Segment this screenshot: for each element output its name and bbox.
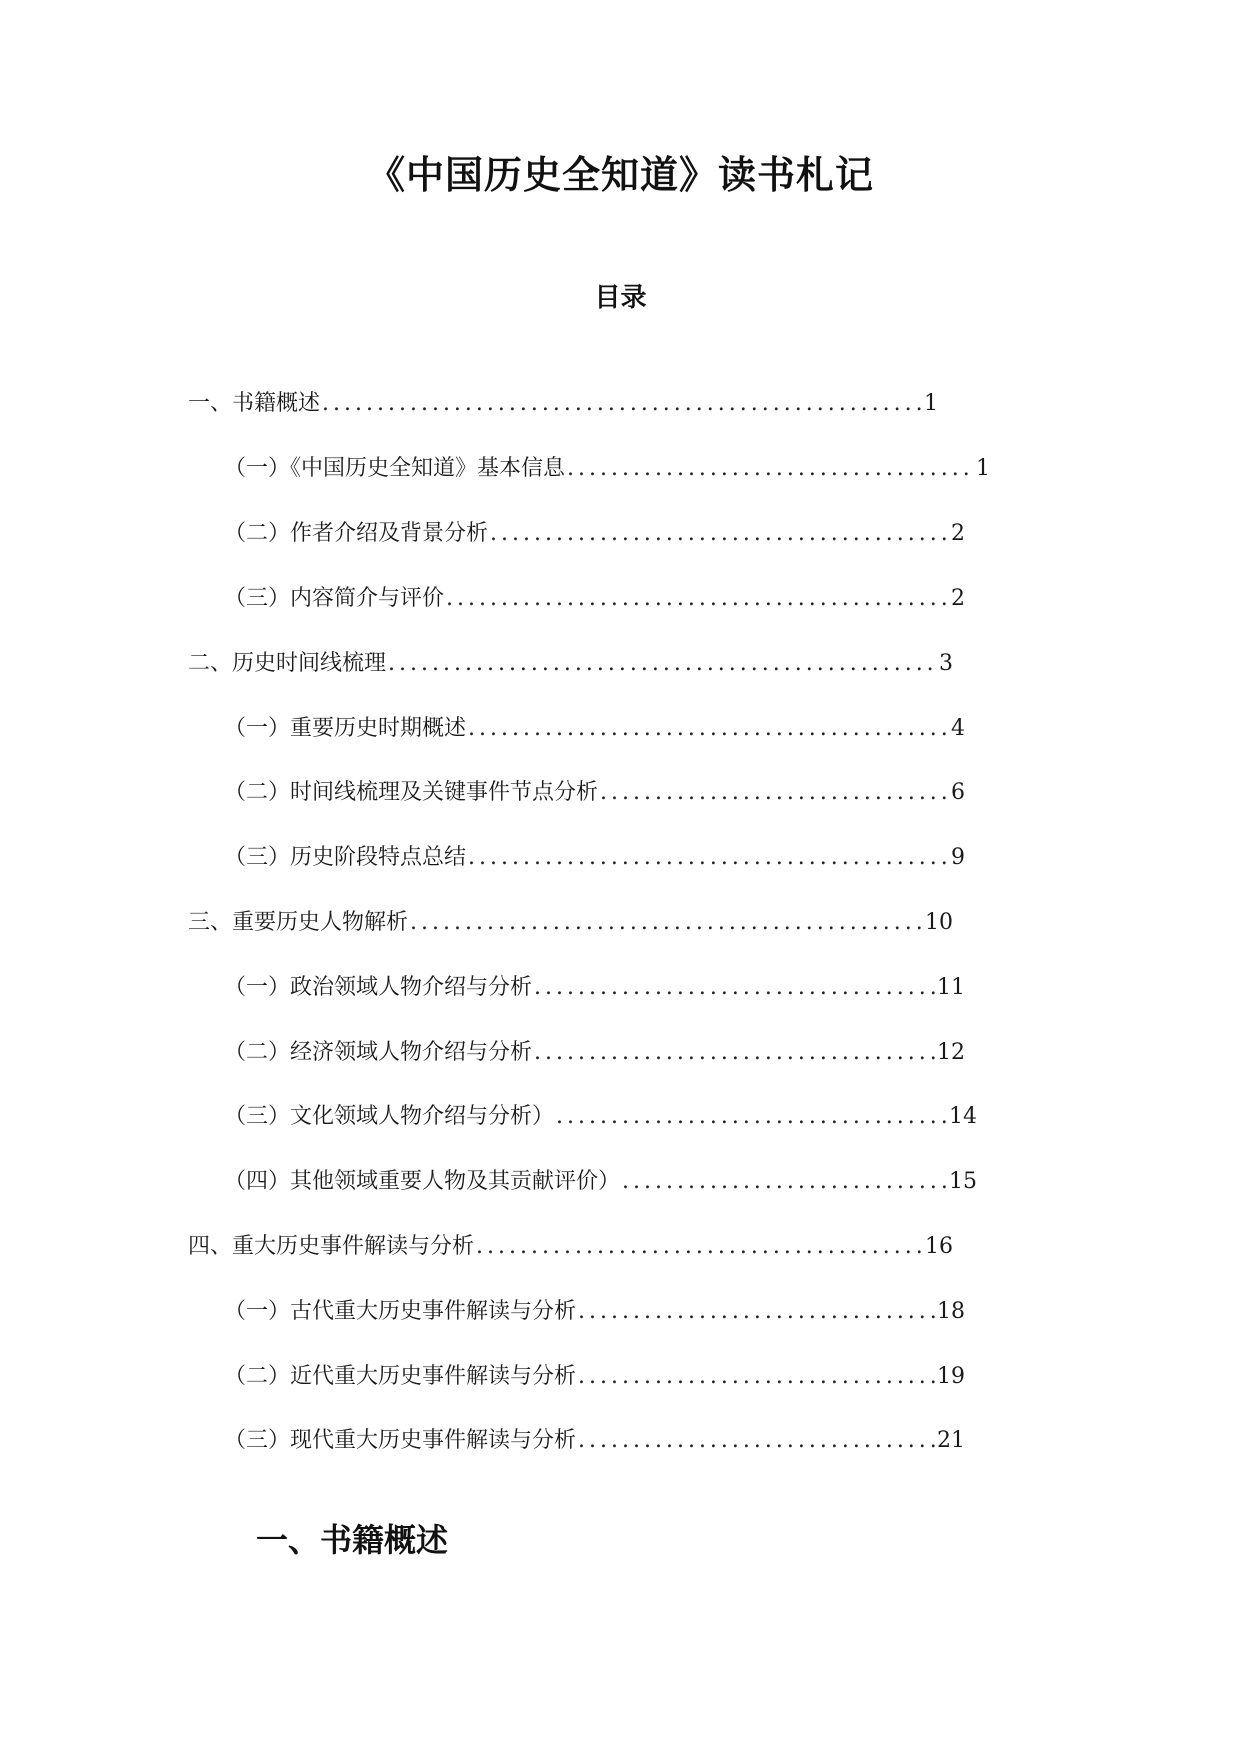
toc-heading: 目录 (594, 283, 647, 313)
toc-entry-page: 14 (949, 1104, 977, 1129)
toc-entry-label: 四、重大历史事件解读与分析 (188, 1234, 475, 1259)
toc-entry-page: 2 (951, 521, 965, 546)
toc-leader-dots (622, 1167, 947, 1197)
toc-entry-page: 10 (925, 910, 953, 935)
toc-entry-page: 1 (976, 456, 990, 481)
toc-leader-dots (388, 649, 937, 679)
toc-entry-page: 3 (939, 651, 953, 676)
toc-entry-label: （三）历史阶段特点总结 (224, 845, 467, 870)
toc-entry-page: 9 (951, 845, 965, 870)
toc-leader-dots (534, 973, 935, 1003)
toc-leader-dots (567, 454, 974, 484)
toc-entry-page: 6 (951, 780, 965, 805)
toc-entry-page: 12 (937, 1040, 965, 1065)
toc-entry[interactable] (224, 454, 990, 484)
toc-entry-label: （二）经济领域人物介绍与分析 (224, 1040, 533, 1065)
toc-leader-dots (600, 778, 949, 808)
toc-entry[interactable] (224, 1362, 965, 1392)
toc-entry[interactable] (224, 1102, 977, 1132)
toc-entry-label: （一）古代重大历史事件解读与分析 (224, 1299, 577, 1324)
toc-entry-label: （二）近代重大历史事件解读与分析 (224, 1364, 577, 1389)
toc-entry-page: 1 (924, 391, 938, 416)
toc-entry-label: （一）《中国历史全知道》基本信息 (224, 456, 566, 481)
toc-entry[interactable] (224, 1167, 977, 1197)
toc-leader-dots (410, 908, 923, 938)
toc-entry-label: （一）政治领域人物介绍与分析 (224, 975, 533, 1000)
toc-leader-dots (578, 1362, 935, 1392)
toc-leader-dots (490, 519, 949, 549)
toc-entry[interactable] (188, 649, 953, 679)
toc-entry-label: 一、书籍概述 (188, 391, 321, 416)
toc-entry[interactable] (188, 1232, 953, 1262)
toc-entry-page: 11 (937, 975, 965, 1000)
section-heading: 一、书籍概述 (256, 1521, 449, 1559)
toc-entry-label: （三）内容简介与评价 (224, 586, 445, 611)
toc-entry[interactable] (224, 1426, 965, 1456)
toc-entry-label: （四）其他领域重要人物及其贡献评价） (224, 1169, 621, 1194)
toc-entry-page: 19 (937, 1364, 965, 1389)
toc-entry-label: （二）时间线梳理及关键事件节点分析 (224, 780, 599, 805)
document-title: 《中国历史全知道》读书札记 (366, 153, 874, 197)
toc-entry-label: （三）文化领域人物介绍与分析） (224, 1104, 555, 1129)
toc-entry-label: （三）现代重大历史事件解读与分析 (224, 1428, 577, 1453)
toc-leader-dots (476, 1232, 923, 1262)
toc-entry[interactable] (224, 843, 965, 873)
toc-entry[interactable] (224, 519, 965, 549)
toc-leader-dots (322, 389, 922, 419)
toc-entry[interactable] (224, 1297, 965, 1327)
toc-entry-label: 三、重要历史人物解析 (188, 910, 409, 935)
toc-entry[interactable] (188, 389, 938, 419)
toc-entry-label: （二）作者介绍及背景分析 (224, 521, 489, 546)
toc-entry[interactable] (224, 714, 965, 744)
toc-entry-label: 二、历史时间线梳理 (188, 651, 387, 676)
toc-leader-dots (468, 843, 949, 873)
toc-leader-dots (468, 714, 949, 744)
toc-leader-dots (578, 1426, 935, 1456)
toc-entry[interactable] (188, 908, 953, 938)
toc-entry-page: 16 (925, 1234, 953, 1259)
toc-entry[interactable] (224, 584, 965, 614)
toc-entry-page: 4 (951, 716, 965, 741)
toc-entry-label: （一）重要历史时期概述 (224, 716, 467, 741)
toc-entry-page: 18 (937, 1299, 965, 1324)
toc-entry[interactable] (224, 973, 965, 1003)
toc-leader-dots (578, 1297, 935, 1327)
toc-entry[interactable] (224, 1038, 965, 1068)
toc-leader-dots (446, 584, 949, 614)
toc-entry[interactable] (224, 778, 965, 808)
toc-entry-page: 15 (949, 1169, 977, 1194)
toc-entry-page: 21 (937, 1428, 965, 1453)
toc-leader-dots (556, 1102, 947, 1132)
toc-leader-dots (534, 1038, 935, 1068)
toc-entry-page: 2 (951, 586, 965, 611)
